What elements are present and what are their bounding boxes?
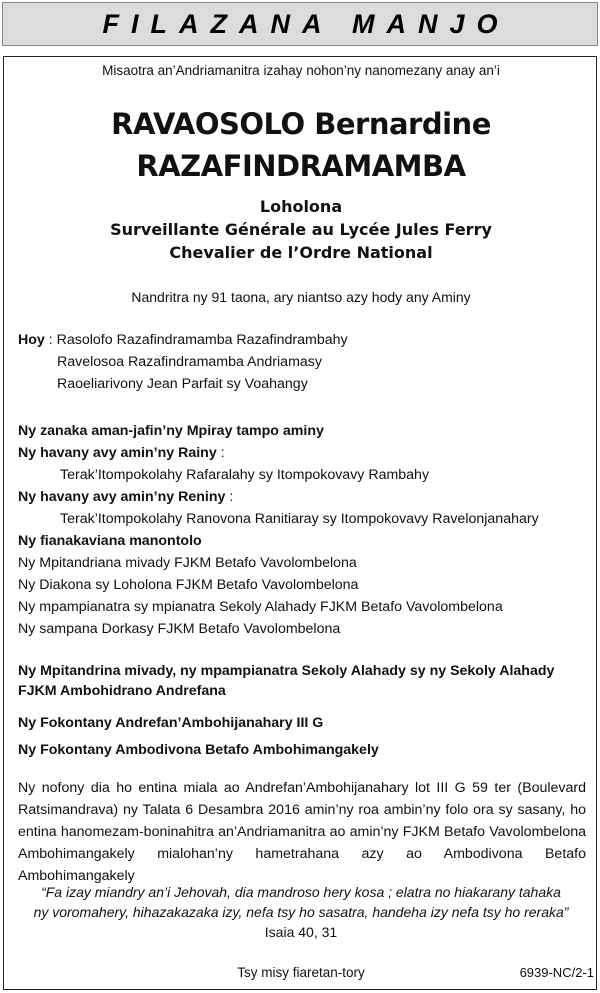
family-rainy-heading bbox=[18, 442, 588, 464]
verse-line-1: “Fa izay miandry an’i Jehovah, dia mandroso hery kosa ; elatra no hiakarany tahaka bbox=[41, 884, 561, 900]
church-line-1: Ny Mpitandriana mivady FJKM Betafo Vavolombelona bbox=[18, 555, 357, 571]
deceased-title-1: Loholona bbox=[259, 197, 343, 216]
hoy-line-3: Raoeliarivony Jean Parfait sy Voahangy bbox=[57, 376, 308, 392]
others-line-1: Ny Mpitandrina mivady, ny mpampianatra Sekoly Alahady sy ny Sekoly Alahady FJKM Ambohidrano Andrefana bbox=[18, 663, 555, 699]
family-reniny-label: Ny havany avy amin’ny Reniny bbox=[18, 489, 226, 505]
church-line-3: Ny mpampianatra sy mpianatra Sekoly Alahady FJKM Betafo Vavolombelona bbox=[18, 599, 503, 615]
bible-verse bbox=[18, 882, 584, 942]
hoy-label: Hoy bbox=[18, 332, 45, 348]
family-zanaka: Ny zanaka aman-jafin’ny Mpiray tampo aminy bbox=[18, 423, 324, 439]
hoy-first-name: : Rasolofo Razafindramamba Razafindrambahy bbox=[44, 332, 348, 348]
family-rainy-label: Ny havany avy amin’ny Rainy bbox=[18, 445, 217, 461]
hoy-line-1 bbox=[18, 329, 588, 351]
verse-line-2: ny voromahery, hihazakazaka izy, nefa tsy ho sasatra, handeha izy nefa tsy ho reraka” bbox=[33, 904, 569, 920]
family-rainy-colon: : bbox=[216, 445, 225, 461]
notice-frame bbox=[3, 56, 597, 990]
others-line-2: Ny Fokontany Andrefan’Ambohijanahary III G bbox=[18, 715, 324, 731]
family-reniny-colon: : bbox=[225, 489, 234, 505]
footer-note: Tsy misy fiaretan-tory bbox=[237, 965, 365, 980]
family-reniny-heading bbox=[18, 486, 588, 508]
family-reniny-line: Terak’Itompokolahy Ranovona Ranitiaray sy Itompokovavy Ravelonjanahary bbox=[60, 511, 539, 527]
deceased-title-3: Chevalier de l’Ordre National bbox=[169, 243, 433, 262]
age-line: Nandritra ny 91 taona, ary niantso azy hody any Aminy bbox=[131, 289, 471, 305]
others-line-3: Ny Fokontany Ambodivona Betafo Ambohimangakely bbox=[18, 742, 379, 758]
footer-reference: 6939-NC/2-1 bbox=[519, 965, 594, 980]
header-title: FILAZANA MANJO bbox=[102, 8, 510, 39]
family-rainy-line: Terak’Itompokolahy Rafaralahy sy Itompokovavy Rambahy bbox=[60, 467, 430, 483]
deceased-name bbox=[18, 103, 584, 187]
deceased-name-line1: RAVAOSOLO Bernardine bbox=[111, 107, 491, 141]
church-line-4: Ny sampana Dorkasy FJKM Betafo Vavolombelona bbox=[18, 621, 341, 637]
hoy-block bbox=[18, 329, 588, 395]
church-line-2: Ny Diakona sy Loholona FJKM Betafo Vavolombelona bbox=[18, 577, 359, 593]
verse-reference: Isaia 40, 31 bbox=[264, 924, 338, 940]
intro-text: Misaotra an’Andriamanitra izahay nohon’ny nanomezany anay an’i bbox=[102, 63, 500, 78]
family-block bbox=[18, 420, 588, 640]
deceased-name-line2: RAZAFINDRAMAMBA bbox=[136, 149, 466, 183]
header-band bbox=[2, 2, 598, 46]
family-fianakaviana: Ny fianakaviana manontolo bbox=[18, 533, 202, 549]
deceased-title-2: Surveillante Générale au Lycée Jules Ferry bbox=[110, 220, 492, 239]
deceased-titles bbox=[18, 195, 584, 264]
hoy-line-2: Ravelosoa Razafindramamba Andriamasy bbox=[57, 354, 322, 370]
funeral-paragraph: Ny nofony dia ho entina miala ao Andrefan’Ambohijanahary lot III G 59 ter (Boulevard Ratsimandrava) ny Talata 6 Desambra 2016 amin’ny roa ambin’ny folo ora sy sasany, ho entina hanomezam-boninahitra an’Andriamanitra ao amin’ny FJKM Betafo Vavolombelona Ambohimangakely mialohan’ny hametrahana azy ao Ambodivona Betafo Ambohimangakely bbox=[18, 780, 586, 884]
